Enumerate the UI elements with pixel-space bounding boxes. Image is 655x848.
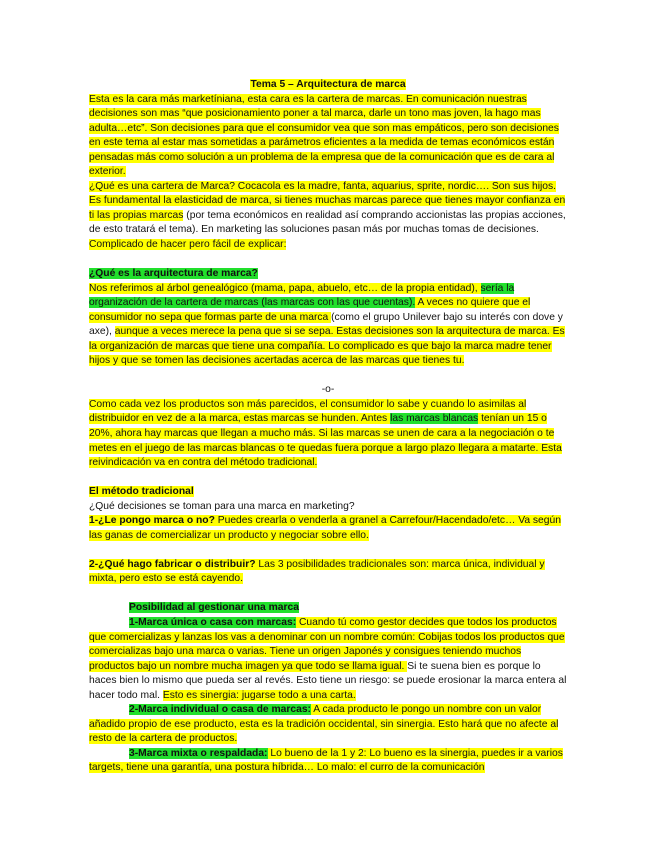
option-2-text: A cada producto le pongo un nombre con un valor añadido propio de ese producto, esta es la tradición occidental, sin sinergia. Esto hará que no afecte al resto de la cartera de productos. xyxy=(89,704,559,745)
intro-text: Esta es la cara más marketíniana, esta cara es la cartera de marcas. En comunicación nuestras decisiones son mas “que posicionamiento poner a tal marca, darle un tono mas joven, la hago mas adulta…etc”. Son decisiones para que el consumidor vea que son mas empáticos, pero son decisiones en este tema al estar mas sometidas a parámetros eficientes a la medida de temas económicos están pensadas más como solución a un problema de la empresa que de la comunicación que es de cara al exterior. xyxy=(89,93,559,178)
portfolio-text-highlighted: ¿Qué es una cartera de Marca? Cocacola es la madre, fanta, aquarius, sprite, nordic…. Son sus hijos. Es fundamental la elasticidad de marca, si tienes muchas marcas parece que tienes mayor confianza en ti las propias marcas xyxy=(89,180,566,221)
arch-text-d: (como el grupo Unilever bajo su interés con dove y axe), xyxy=(89,311,563,338)
whitelabel-text-a: Como cada vez los productos son más parecidos, el consumidor lo sabe y cuando lo asimilas al distribuidor en vez de a la marca, estas marcas se hunden. Antes xyxy=(89,398,527,425)
option-1-label: 1-Marca única o casa con marcas: xyxy=(129,617,297,628)
arch-text-b: sería la organización de la cartera de marcas (las marcas con las que cuentas). xyxy=(89,282,515,309)
q2-text: Las 3 posibilidades tradicionales son: marca única, individual y mixta, pero esto se está cayendo. xyxy=(89,558,545,585)
option-1-text-a: Cuando tú como gestor decides que todos los productos que comercializas y lanzas los vas a denominar con un nombre común: Cobijas todos los productos que comercializas bajo una marca o varias. Tiene un origen Japonés y consigues teniendo muchos productos bajo un nombre mucha imagen ya que todo se llama igual. xyxy=(89,617,565,672)
document-page xyxy=(89,78,567,776)
arch-text-c: A veces no quiere que el consumidor no sepa que formas parte de una marca xyxy=(89,297,531,323)
method-q1 xyxy=(89,514,567,543)
options-heading-text: Posibilidad al gestionar una marca xyxy=(129,602,299,614)
portfolio-text-end: Complicado de hacer pero fácil de explicar: xyxy=(89,239,287,251)
q2-bold: 2-¿Qué hago fabricar o distribuir? xyxy=(89,558,256,570)
intro-paragraph xyxy=(89,93,567,180)
arch-heading-text: ¿Qué es la arquitectura de marca? xyxy=(89,268,258,280)
method-heading xyxy=(89,485,567,500)
q1-bold: 1-¿Le pongo marca o no? xyxy=(89,515,215,527)
option-3 xyxy=(89,747,567,776)
title-text: Tema 5 – Arquitectura de marca xyxy=(250,79,406,90)
arch-text-e: aunque a veces merece la pena que si se sepa. Estas decisiones son la arquitectura de marca. Es la organización de marcas que tiene una compañía. Lo complicado es que bajo la marca madre tener hijos y que se tomen las decisiones acertadas acerca de las marcas que tienes tu. xyxy=(89,326,565,367)
document-title xyxy=(89,78,567,93)
method-heading-text: El método tradicional xyxy=(89,486,194,498)
separator: -o- xyxy=(321,384,335,396)
option-2-label: 2-Marca individual o casa de marcas: xyxy=(129,704,311,716)
method-question: ¿Qué decisiones se toman para una marca en marketing? xyxy=(89,500,355,512)
whitelabel-text-b: las marcas blancas xyxy=(390,413,479,425)
option-1 xyxy=(89,616,567,703)
arch-heading xyxy=(89,267,567,282)
portfolio-paragraph xyxy=(89,180,567,253)
whitelabel-paragraph xyxy=(89,398,567,471)
arch-paragraph xyxy=(89,282,567,369)
option-1-text-b: Si te suena bien es porque lo haces bien lo mismo que pueda ser al revés. Esto tiene un riesgo: se puede erosionar la marca entera al hacer todo mal. xyxy=(89,660,567,701)
option-3-label: 3-Marca mixta o respaldada: xyxy=(129,747,268,759)
q1-text: Puedes crearla o venderla a granel a Carrefour/Hacendado/etc… Va según las ganas de comercializar un producto y negociar sobre ello. xyxy=(89,515,561,541)
option-2 xyxy=(89,703,567,747)
options-heading xyxy=(89,601,567,616)
option-3-text: Lo bueno de la 1 y 2: Lo bueno es la sinergia, puedes ir a varios targets, tiene una garantía, una postura híbrida… Lo malo: el curro de la comunicación xyxy=(89,747,563,774)
method-q2 xyxy=(89,558,567,587)
arch-text-a: Nos referimos al árbol genealógico (mama, papa, abuelo, etc… de la propia entidad), xyxy=(89,282,481,294)
whitelabel-text-c: tenían un 15 o 20%, ahora hay marcas que llegan a mucho más. Si las marcas se unen de cara a la negociación o te metes en el juego de las marcas blancas o te quedas fuera porque a largo plazo llegara a matarte. Esta reivindicación va en contra del método tradicional. xyxy=(89,413,562,469)
option-1-text-c: Esto es sinergia: jugarse todo a una carta. xyxy=(162,689,356,701)
portfolio-text: (por tema económicos en realidad así comprando accionistas las propias acciones, de esto tratará el tema). En marketing las soluciones pasan más por muchas tomas de decisiones. xyxy=(89,209,566,236)
